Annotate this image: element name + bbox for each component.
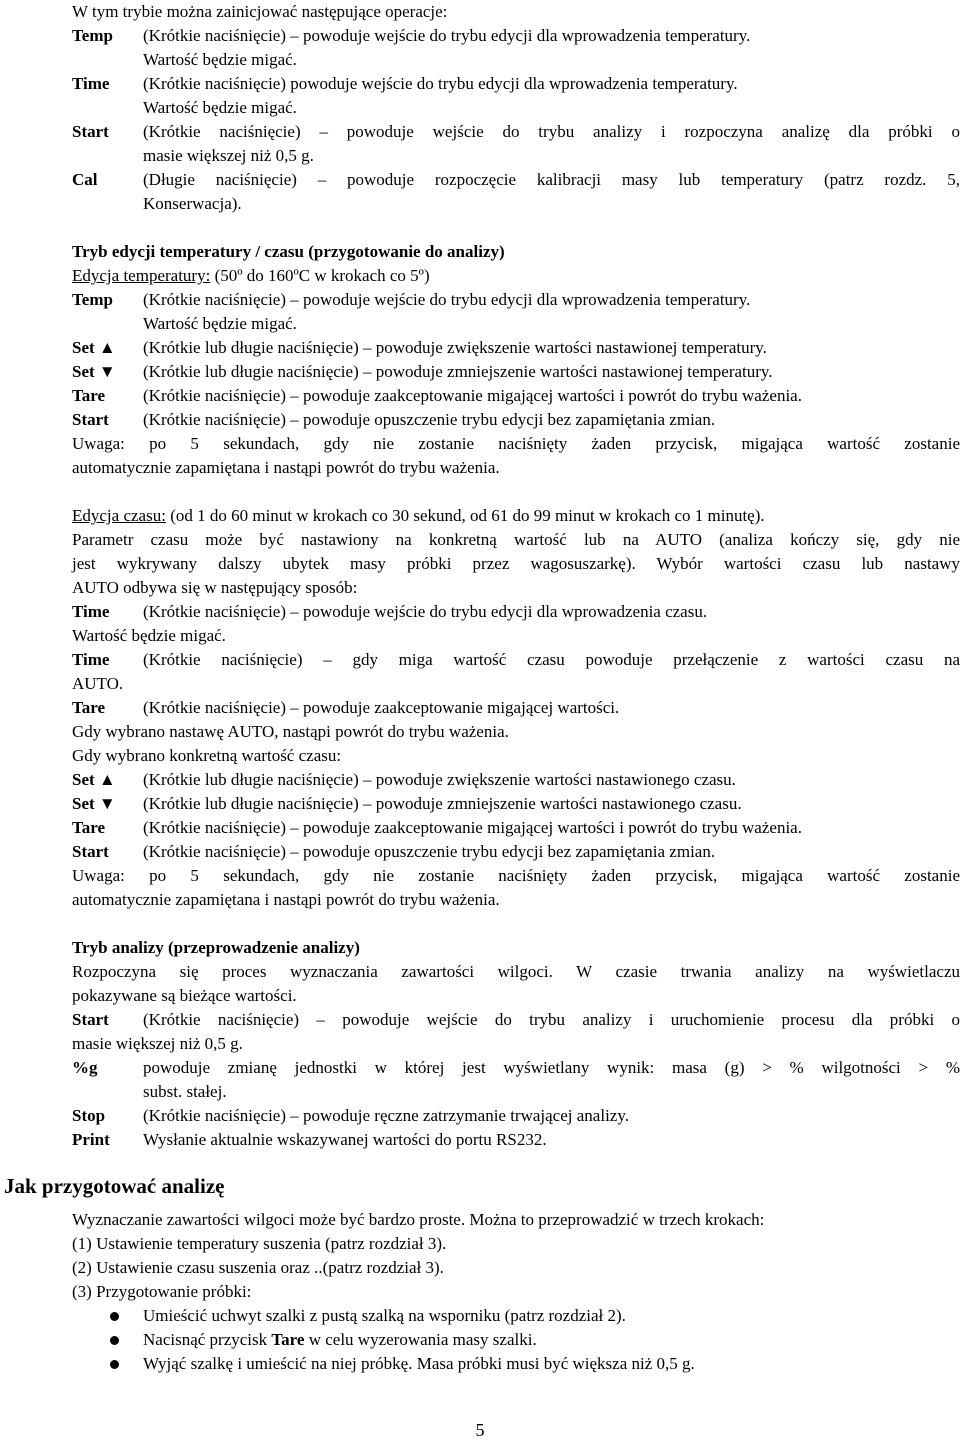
op-desc-cont: masie większej niż 0,5 g.	[72, 1034, 243, 1053]
op-desc: (Krótkie naciśnięcie) – powoduje opuszczenie trybu edycji bez zapamiętania zmian.	[143, 410, 716, 429]
analysis-para-line: Rozpoczyna się proces wyznaczania zawartości wilgoci. W czasie trwania analizy na wyświetlaczu	[72, 962, 960, 981]
key-start: Start	[72, 1010, 109, 1029]
op-desc-line: Konserwacja).	[143, 194, 242, 213]
spacer	[72, 216, 960, 240]
bullet-text: Wyjąć szalkę i umieścić na niej próbkę. Masa próbki musi być większa niż 0,5 g.	[143, 1354, 695, 1373]
key-time: Time	[72, 74, 110, 93]
temp-edit-range: (50º do 160ºC w krokach co 5º)	[210, 266, 430, 285]
op-desc	[143, 1056, 960, 1104]
op-desc-line: powoduje zmianę jednostki w której jest wyświetlany wynik: masa (g) > % wilgotności > %	[143, 1058, 960, 1077]
key-tare: Tare	[72, 698, 106, 717]
op-row-tare	[72, 384, 960, 408]
note-line: Uwaga: po 5 sekundach, gdy nie zostanie naciśnięty żaden przycisk, migająca wartość zostanie	[72, 866, 960, 885]
op-row-set-up	[72, 768, 960, 792]
auto-cont-line: AUTO.	[72, 674, 124, 693]
temp-edit-label: Edycja temperatury:	[72, 266, 211, 285]
op-row-set-down	[72, 360, 960, 384]
op-row-stop	[72, 1104, 960, 1128]
time-para-line: AUTO odbywa się w następujący sposób:	[72, 578, 358, 597]
op-desc-line: (Krótkie naciśnięcie) – powoduje wejście do trybu analizy i rozpoczyna analizę dla próbki o	[143, 122, 960, 141]
key-temp: Temp	[72, 26, 113, 45]
op-desc-line: (Krótkie naciśnięcie) – powoduje wejście do trybu edycji dla wprowadzenia temperatury.	[143, 26, 751, 45]
op-desc-line: (Długie naciśnięcie) – powoduje rozpoczęcie kalibracji masy lub temperatury (patrz rozdz. 5,	[143, 170, 960, 189]
op-row-percent-g	[72, 1056, 960, 1104]
bullet-text: Umieścić uchwyt szalki z pustą szalką na wsporniku (patrz rozdział 2).	[143, 1306, 626, 1325]
op-row-start	[72, 120, 960, 168]
spacer	[72, 480, 960, 504]
key-set-up: Set ▲	[72, 770, 116, 789]
bullet-item	[72, 1304, 960, 1328]
op-desc: (Krótkie naciśnięcie) – powoduje ręczne zatrzymanie trwającej analizy.	[143, 1106, 629, 1125]
op-desc-line: Wartość będzie migać.	[143, 98, 297, 117]
note-line: automatycznie zapamiętana i nastąpi powrót do trybu ważenia.	[72, 458, 500, 477]
time-edit-label: Edycja czasu:	[72, 506, 166, 525]
spacer	[72, 912, 960, 936]
intro-line: W tym trybie można zainicjować następujące operacje:	[72, 2, 448, 21]
op-desc: (Krótkie lub długie naciśnięcie) – powoduje zwiększenie wartości nastawionej temperatury.	[143, 338, 767, 357]
note-line: Uwaga: po 5 sekundach, gdy nie zostanie naciśnięty żaden przycisk, migająca wartość zostanie	[72, 434, 960, 453]
op-row-time	[72, 72, 960, 120]
op-row-start	[72, 408, 960, 432]
bullet-text-part: Nacisnąć przycisk	[143, 1330, 272, 1349]
op-row-start	[72, 840, 960, 864]
op-row-time	[72, 600, 960, 624]
op-desc-line: subst. stałej.	[143, 1082, 227, 1101]
op-desc: (Krótkie lub długie naciśnięcie) – powoduje zwiększenie wartości nastawionego czasu.	[143, 770, 736, 789]
op-row-print	[72, 1128, 960, 1152]
op-desc: Wysłanie aktualnie wskazywanej wartości do portu RS232.	[143, 1130, 547, 1149]
key-start: Start	[72, 410, 109, 429]
op-desc: (Krótkie naciśnięcie) – powoduje wejście do trybu edycji dla wprowadzenia czasu.	[143, 602, 708, 621]
key-cal: Cal	[72, 170, 98, 189]
bullet-icon	[72, 1352, 143, 1376]
op-desc: (Krótkie naciśnięcie) – powoduje wejście do trybu analizy i uruchomienie procesu dla próbki o	[143, 1010, 960, 1029]
op-row-cal	[72, 168, 960, 216]
op-desc: (Krótkie naciśnięcie) – gdy miga wartość czasu powoduje przełączenie z wartości czasu na	[143, 650, 960, 669]
op-desc	[143, 24, 960, 72]
step-item: (1) Ustawienie temperatury suszenia (patrz rozdział 3).	[72, 1234, 447, 1253]
key-start: Start	[72, 842, 109, 861]
op-row-tare	[72, 696, 960, 720]
op-desc: (Krótkie lub długie naciśnięcie) – powoduje zmniejszenie wartości nastawionego czasu.	[143, 794, 742, 813]
bullet-icon	[72, 1328, 143, 1352]
key-stop: Stop	[72, 1106, 106, 1125]
op-desc: (Krótkie naciśnięcie) – powoduje zaakceptowanie migającej wartości.	[143, 698, 620, 717]
time-para-line: Parametr czasu może być nastawiony na konkretną wartość lub na AUTO (analiza kończy się, gdy nie	[72, 530, 960, 549]
bullet-item	[72, 1352, 960, 1376]
key-tare: Tare	[72, 818, 106, 837]
value-line: Gdy wybrano konkretną wartość czasu:	[72, 746, 342, 765]
bullet-item	[72, 1328, 960, 1352]
op-row-tare	[72, 816, 960, 840]
key-start: Start	[72, 122, 109, 141]
blink-line: Wartość będzie migać.	[72, 626, 226, 645]
op-desc: (Krótkie lub długie naciśnięcie) – powoduje zmniejszenie wartości nastawionej temperatury.	[143, 362, 773, 381]
auto-line: Gdy wybrano nastawę AUTO, nastąpi powrót do trybu ważenia.	[72, 722, 509, 741]
howto-intro: Wyznaczanie zawartości wilgoci może być bardzo proste. Można to przeprowadzić w trzech krokach:	[72, 1210, 765, 1229]
step-item: (2) Ustawienie czasu suszenia oraz ..(patrz rozdział 3).	[72, 1258, 444, 1277]
key-set-up: Set ▲	[72, 338, 116, 357]
op-desc-line: (Krótkie naciśnięcie) – powoduje wejście do trybu edycji dla wprowadzenia temperatury.	[143, 290, 751, 309]
op-desc	[143, 288, 960, 336]
op-desc: (Krótkie naciśnięcie) – powoduje zaakceptowanie migającej wartości i powrót do trybu ważenia.	[143, 386, 802, 405]
key-tare: Tare	[72, 386, 106, 405]
page-number: 5	[475, 1420, 485, 1440]
op-desc: (Krótkie naciśnięcie) – powoduje opuszczenie trybu edycji bez zapamiętania zmian.	[143, 842, 716, 861]
section-heading-edit: Tryb edycji temperatury / czasu (przygotowanie do analizy)	[72, 242, 505, 261]
analysis-para-line: pokazywane są bieżące wartości.	[72, 986, 297, 1005]
page-content	[72, 0, 960, 1376]
op-row-time	[72, 648, 960, 672]
op-desc-line: masie większej niż 0,5 g.	[143, 146, 314, 165]
op-row-set-up	[72, 336, 960, 360]
bullet-icon	[72, 1304, 143, 1328]
temp-edit-line	[72, 264, 960, 288]
key-set-down: Set ▼	[72, 362, 116, 381]
key-temp: Temp	[72, 290, 113, 309]
bullet-text-part: w celu wyzerowania masy szalki.	[304, 1330, 537, 1349]
op-desc	[143, 72, 960, 120]
op-row-start	[72, 1008, 960, 1032]
key-time: Time	[72, 602, 110, 621]
op-desc: (Krótkie naciśnięcie) – powoduje zaakceptowanie migającej wartości i powrót do trybu ważenia.	[143, 818, 802, 837]
step-item: (3) Przygotowanie próbki:	[72, 1282, 252, 1301]
op-row-set-down	[72, 792, 960, 816]
key-percent-g: %g	[72, 1058, 98, 1077]
op-desc-line: Wartość będzie migać.	[143, 314, 297, 333]
op-desc-line: (Krótkie naciśnięcie) powoduje wejście do trybu edycji dla wprowadzenia temperatury.	[143, 74, 738, 93]
key-print: Print	[72, 1130, 110, 1149]
op-desc	[143, 168, 960, 216]
op-row-temp	[72, 288, 960, 336]
op-row-temp	[72, 24, 960, 72]
time-edit-line	[72, 504, 960, 528]
note-line: automatycznie zapamiętana i nastąpi powrót do trybu ważenia.	[72, 890, 500, 909]
tare-key-label: Tare	[271, 1330, 305, 1349]
bullet-text	[143, 1328, 537, 1352]
time-para-line: jest wykrywany dalszy ubytek masy próbki przez wagosuszarkę). Wybór wartości czasu lub nastawy	[72, 554, 960, 573]
op-desc-line: Wartość będzie migać.	[143, 50, 297, 69]
key-time: Time	[72, 650, 110, 669]
op-desc	[143, 120, 960, 168]
section-heading-analysis: Tryb analizy (przeprowadzenie analizy)	[72, 938, 360, 957]
time-edit-range: (od 1 do 60 minut w krokach co 30 sekund, od 61 do 99 minut w krokach co 1 minutę).	[165, 506, 765, 525]
section-heading-howto: Jak przygotować analizę	[4, 1174, 225, 1198]
key-set-down: Set ▼	[72, 794, 116, 813]
